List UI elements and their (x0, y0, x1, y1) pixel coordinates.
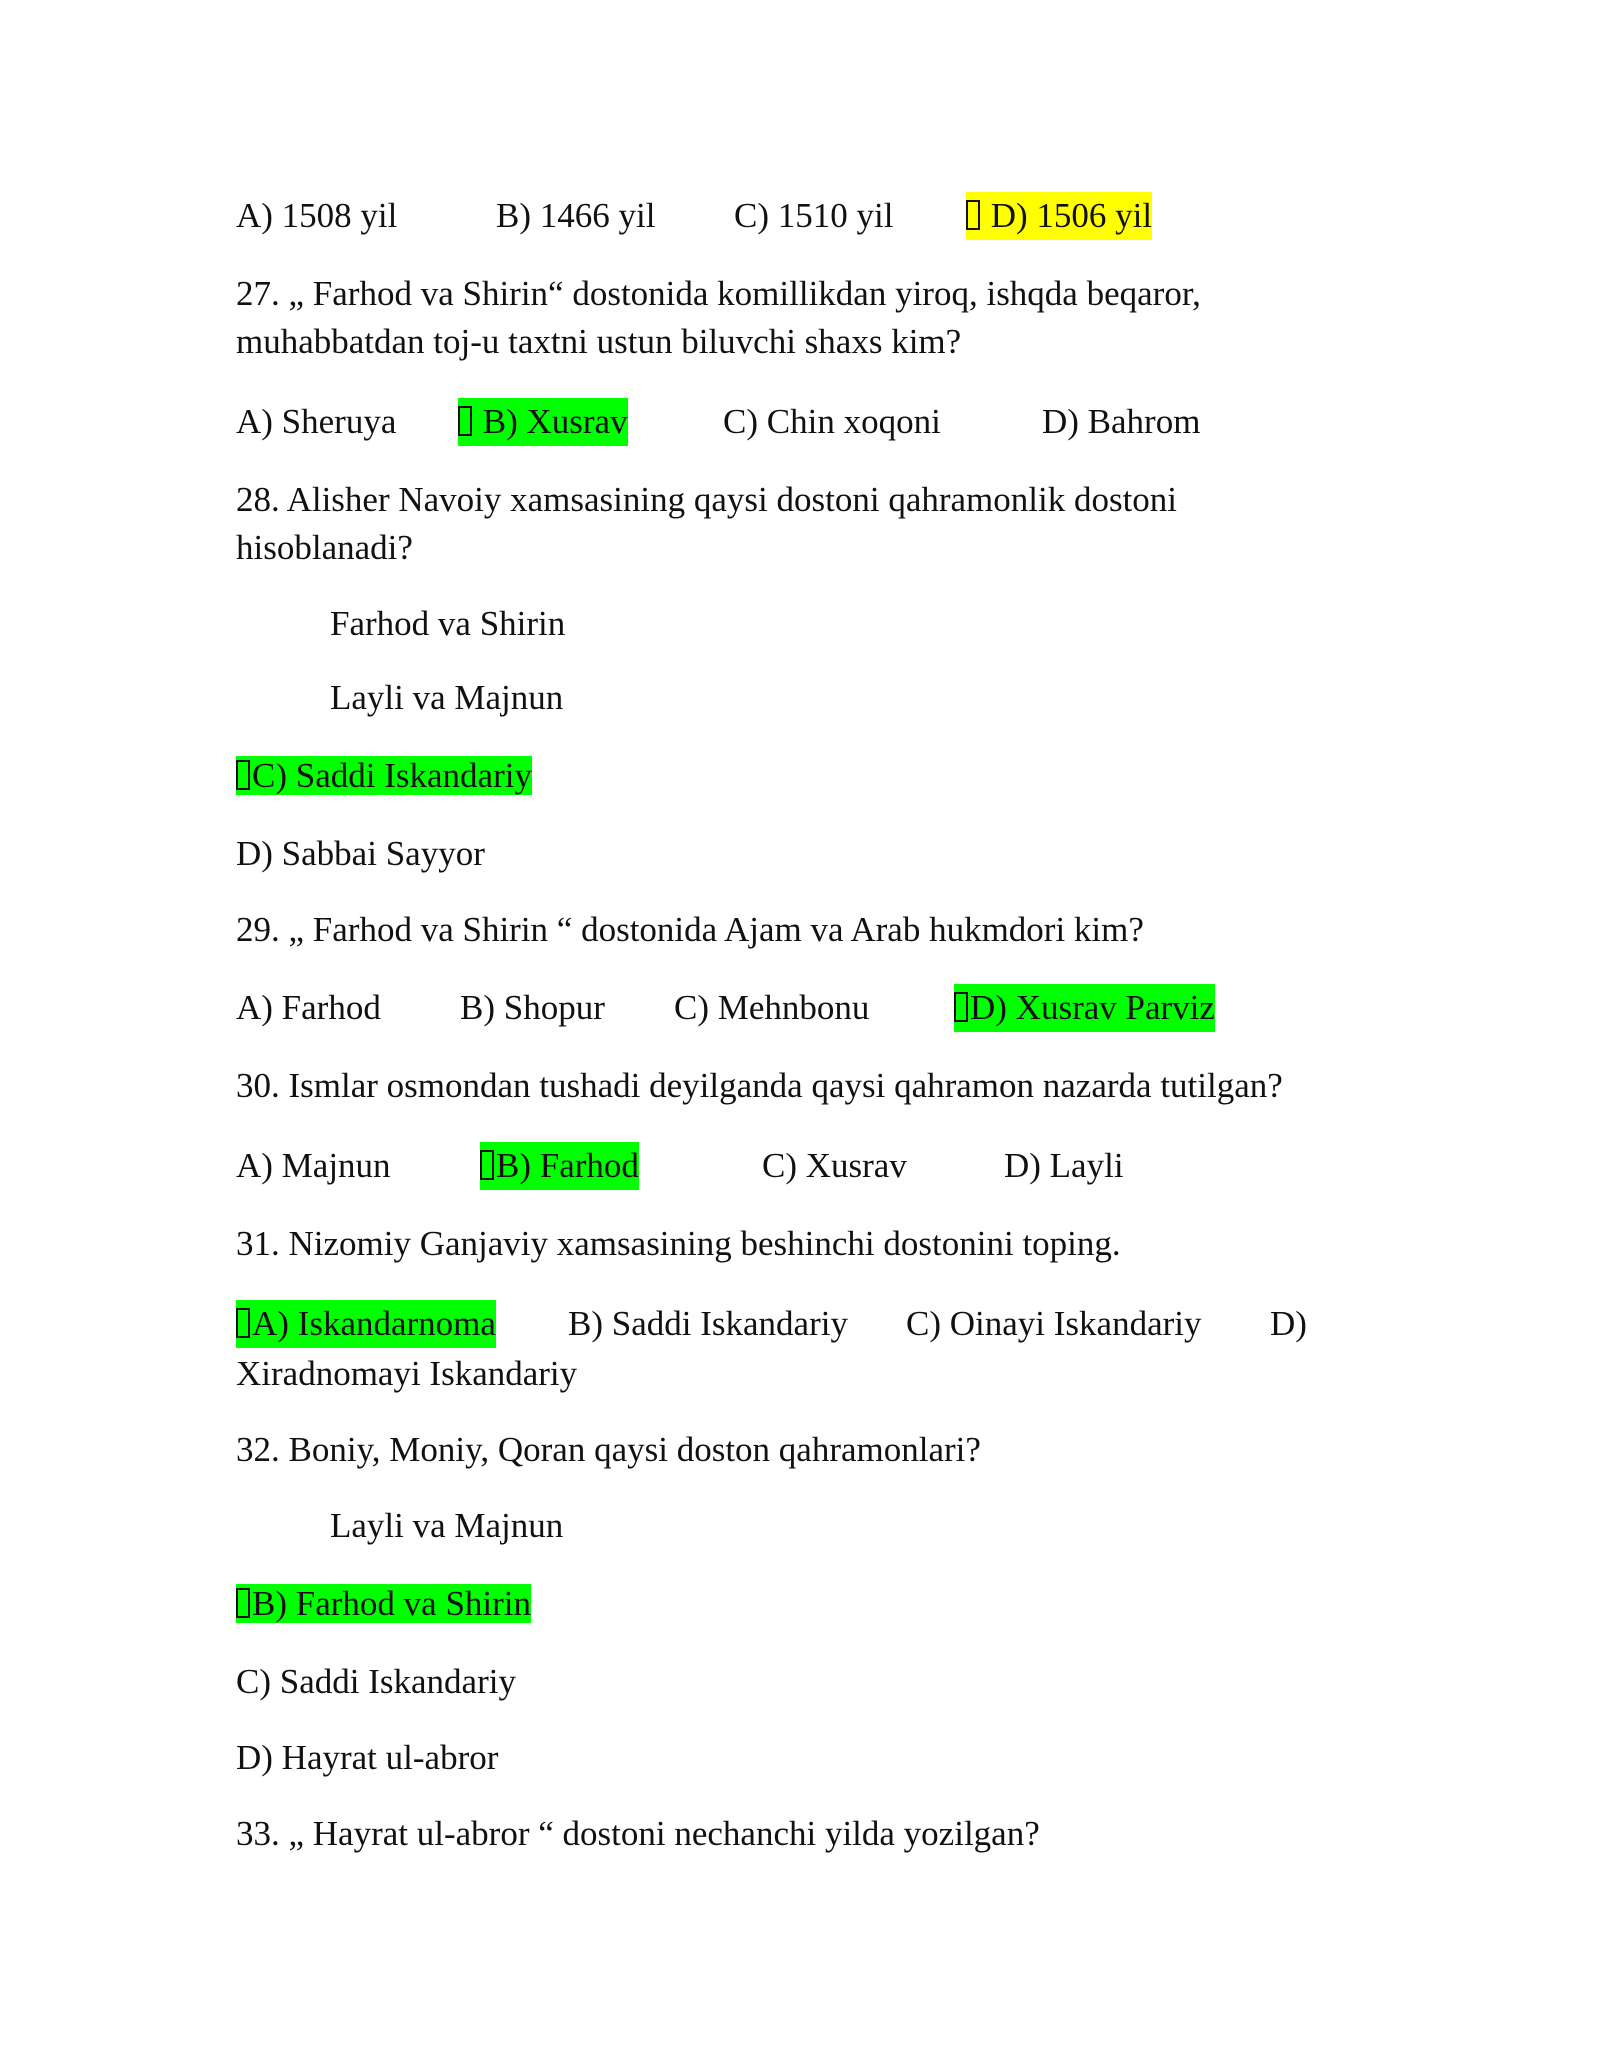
q29-option-b: B) Shopur (460, 988, 605, 1027)
q31-option-c: C) Oinayi Iskandariy (906, 1304, 1202, 1343)
q27-question-line2: muhabbatdan toj-u taxtni ustun biluvchi shaxs kim? (236, 322, 962, 361)
q27-option-a: A) Sheruya (236, 402, 397, 441)
q30-option-b-text: B) Farhod (496, 1146, 639, 1185)
q30-option-a: A) Majnun (236, 1146, 391, 1185)
q31-option-d-text: Xiradnomayi Iskandariy (236, 1354, 578, 1393)
checkbox-marker-icon (458, 406, 472, 436)
q27-option-b-text: B) Xusrav (482, 402, 628, 441)
q28-option-a: Farhod va Shirin (330, 604, 566, 643)
checkbox-marker-icon (236, 1308, 250, 1338)
q31-option-b: B) Saddi Iskandariy (568, 1304, 848, 1343)
q31-option-d-label: D) (1270, 1304, 1307, 1343)
q32-option-c: C) Saddi Iskandariy (236, 1662, 516, 1701)
q29-option-c: C) Mehnbonu (674, 988, 870, 1027)
checkbox-marker-icon (954, 992, 968, 1022)
q27-option-c: C) Chin xoqoni (723, 402, 941, 441)
q29-option-a: A) Farhod (236, 988, 381, 1027)
q28-option-b: Layli va Majnun (330, 678, 564, 717)
q29-question: 29. „ Farhod va Shirin “ dostonida Ajam va Arab hukmdori kim? (236, 910, 1144, 949)
q27-option-d: D) Bahrom (1042, 402, 1201, 441)
q31-question: 31. Nizomiy Ganjaviy xamsasining beshinchi dostonini toping. (236, 1224, 1121, 1263)
checkbox-marker-icon (236, 1588, 250, 1618)
q26-option-d-answer (966, 192, 1152, 240)
q32-option-b-text: B) Farhod va Shirin (252, 1584, 532, 1623)
q30-option-d: D) Layli (1004, 1146, 1124, 1185)
q29-option-d-answer (954, 984, 1215, 1032)
checkbox-marker-icon (236, 760, 250, 790)
q27-option-b-answer (458, 398, 628, 446)
q33-question: 33. „ Hayrat ul-abror “ dostoni nechanchi yilda yozilgan? (236, 1814, 1040, 1853)
q30-option-c: C) Xusrav (762, 1146, 907, 1185)
q32-option-d: D) Hayrat ul-abror (236, 1738, 499, 1777)
q27-question-line1: 27. „ Farhod va Shirin“ dostonida komillikdan yiroq, ishqda beqaror, (236, 274, 1201, 313)
q29-option-d-text: D) Xusrav Parviz (970, 988, 1215, 1027)
q30-question: 30. Ismlar osmondan tushadi deyilganda qaysi qahramon nazarda tutilgan? (236, 1066, 1283, 1105)
q32-option-a: Layli va Majnun (330, 1506, 564, 1545)
q31-option-a-answer (236, 1300, 496, 1348)
q28-option-c-text: C) Saddi Iskandariy (252, 756, 532, 795)
q26-option-d-text: D) 1506 yil (990, 196, 1153, 235)
q28-question-line1: 28. Alisher Navoiy xamsasining qaysi dostoni qahramonlik dostoni (236, 480, 1178, 519)
q26-option-a: A) 1508 yil (236, 196, 398, 235)
q31-option-a-text: A) Iskandarnoma (252, 1304, 496, 1343)
q26-option-b: B) 1466 yil (496, 196, 656, 235)
q28-option-d: D) Sabbai Sayyor (236, 834, 485, 873)
q30-option-b-answer (480, 1142, 639, 1190)
checkbox-marker-icon (480, 1150, 494, 1180)
q28-option-c-answer (236, 752, 532, 800)
checkbox-marker-icon (966, 200, 980, 230)
q26-option-c: C) 1510 yil (734, 196, 894, 235)
q32-question: 32. Boniy, Moniy, Qoran qaysi doston qahramonlari? (236, 1430, 981, 1469)
q28-question-line2: hisoblanadi? (236, 528, 413, 567)
q32-option-b-answer (236, 1580, 531, 1628)
